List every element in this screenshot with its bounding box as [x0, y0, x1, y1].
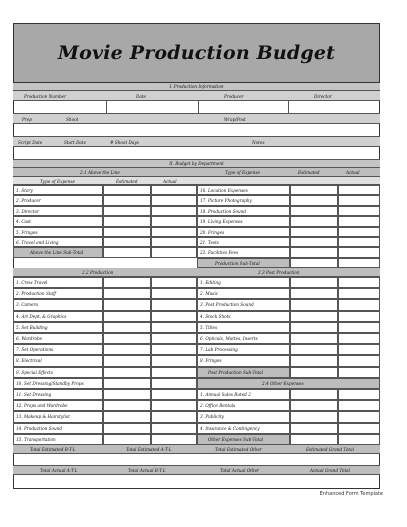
production-expense-actual-input[interactable] [338, 247, 380, 257]
production-expense-estimated-input[interactable] [290, 206, 338, 216]
post-production-item-actual-input[interactable] [338, 288, 380, 299]
above-line-actual-input[interactable] [151, 206, 197, 216]
est-grand-total: Estimated Grand Total [306, 447, 354, 452]
production-item-label: 8. Electrical [16, 358, 42, 364]
production-expense-item-label: 17. Picture Photography [200, 198, 252, 204]
above-line-item-label: 5. Fringes [16, 229, 38, 235]
total-est-atl: Total Estimated A-T-L [126, 447, 172, 452]
above-line-actual-input[interactable] [151, 227, 197, 237]
production-estimated-input[interactable] [103, 367, 151, 378]
post-production-item-actual-input[interactable] [338, 322, 380, 333]
production-expense-estimated-input[interactable] [290, 237, 338, 247]
above-line-estimated-input[interactable] [103, 195, 151, 205]
prep-label: Prep [22, 117, 32, 122]
production-subtotal-actual[interactable] [338, 258, 380, 268]
section-production-info-label: I. Production Information [169, 84, 224, 89]
production-actual-input[interactable] [151, 344, 197, 355]
production-expense-actual-input[interactable] [338, 206, 380, 216]
production-actual-input[interactable] [151, 367, 197, 378]
production-actual-input[interactable] [151, 322, 197, 333]
post-production-item-label: 6. Opticals, Mattes, Inserts [200, 336, 258, 341]
info-row-2-input[interactable] [13, 124, 380, 137]
post-production-item-actual-input[interactable] [338, 344, 380, 355]
production-estimated-input[interactable] [103, 378, 151, 389]
production-item-label: 6. Wardrobe [16, 336, 43, 341]
other-expense-item-label: 4. Insurance & Contingency [200, 425, 260, 431]
post-production-item-label: 2. Music [200, 291, 219, 297]
post-col-type: Type of Expense [225, 170, 260, 175]
post-production-item-label: 8. Fringes [200, 358, 222, 364]
total-act-atl: Total Actual A-T-L [40, 468, 78, 473]
production-estimated-input[interactable] [103, 434, 151, 445]
start-date-label: Start Date [64, 140, 87, 145]
total-est-btl: Total Estimated B-T-L [30, 447, 76, 452]
post-production-subtotal-label: Post Production Sub-Total [208, 369, 263, 375]
production-estimated-input[interactable] [103, 344, 151, 355]
section-budget-header [13, 160, 380, 168]
totals-actual-input[interactable] [13, 475, 380, 489]
other-expense-item-label: 3. Publicity [200, 414, 224, 420]
shoot-days-label: # Shoot Days [110, 140, 139, 145]
production-estimated-input[interactable] [103, 277, 151, 288]
production-expense-estimated-input[interactable] [290, 185, 338, 195]
other-expense-item-estimated-input[interactable] [290, 411, 338, 422]
production-expense-item-label: 18. Production Sound [200, 208, 247, 214]
production-expense-item-label: 19. Living Expenses [200, 219, 243, 225]
post-production-item-label: 7. Lab Processing [200, 347, 238, 353]
post-production-item-estimated-input[interactable] [290, 344, 338, 355]
section-budget-label: II. Budget by Department [169, 161, 224, 166]
above-line-estimated-input[interactable] [103, 206, 151, 216]
post-col-estimated: Estimated [298, 170, 320, 175]
production-actual-input[interactable] [151, 400, 197, 411]
production-item-label: 14. Production Sound [16, 425, 63, 431]
script-date-label: Script Date [18, 140, 43, 145]
post-production-item-actual-input[interactable] [338, 277, 380, 288]
production-actual-input[interactable] [151, 378, 197, 389]
production-title: 2.2 Production [82, 270, 114, 275]
production-expense-actual-input[interactable] [338, 195, 380, 205]
above-line-item-label: 3. Director [16, 208, 40, 214]
post-col-actual: Actual [346, 170, 360, 175]
production-expense-actual-input[interactable] [338, 185, 380, 195]
above-line-item-label: 6. Travel and Living [16, 240, 59, 245]
post-production-item-actual-input[interactable] [338, 311, 380, 322]
other-expenses-title-label: 2.4 Other Expenses [262, 380, 304, 386]
other-expense-item-estimated-input[interactable] [290, 400, 338, 411]
production-estimated-input[interactable] [103, 299, 151, 310]
above-line-actual-input[interactable] [151, 195, 197, 205]
other-expense-item-estimated-input[interactable] [290, 423, 338, 434]
above-col-type: Type of Expense [40, 179, 75, 184]
production-actual-input[interactable] [151, 411, 197, 422]
production-expense-item-label: 21. Tests [200, 240, 219, 245]
divider [198, 101, 199, 114]
production-actual-input[interactable] [151, 434, 197, 445]
production-estimated-input[interactable] [103, 333, 151, 344]
above-line-item-label: 1. Story [16, 188, 33, 193]
other-expense-item-actual-input[interactable] [338, 400, 380, 411]
post-production-item-estimated-input[interactable] [290, 299, 338, 310]
production-actual-input[interactable] [151, 389, 197, 400]
production-item-label: 9. Special Effects [16, 369, 53, 375]
notes-label: Notes [252, 140, 265, 145]
production-actual-input[interactable] [151, 299, 197, 310]
production-item-label: 2. Production Staff [16, 291, 56, 297]
other-expense-item-estimated-input[interactable] [290, 389, 338, 400]
post-production-item-actual-input[interactable] [338, 355, 380, 366]
post-production-title: 2.3 Post Production [258, 270, 300, 275]
production-estimated-input[interactable] [103, 355, 151, 366]
above-line-subtotal-actual[interactable] [151, 247, 197, 257]
above-line-item-label: 4. Cast [16, 219, 31, 225]
production-item-label: 15. Transportation [16, 436, 56, 442]
producer-label: Producer [224, 94, 244, 99]
above-line-estimated-input[interactable] [103, 216, 151, 226]
production-number-label: Production Number [24, 94, 67, 99]
other-expense-item-actual-input[interactable] [338, 411, 380, 422]
total-act-btl: Total Actual B-T-L [128, 468, 166, 473]
production-item-label: 12. Props and Wardrobe [16, 403, 68, 409]
footer-brand: Enhanced Form Template [319, 491, 383, 497]
production-actual-input[interactable] [151, 355, 197, 366]
divider [288, 101, 289, 114]
above-line-subtotal-estimated[interactable] [103, 247, 151, 257]
production-expense-actual-input[interactable] [338, 216, 380, 226]
total-act-other: Total Actual Other [220, 468, 260, 473]
other-expense-item-label: 1. Annual Sales Rated 2 [200, 392, 251, 397]
post-production-item-estimated-input[interactable] [290, 333, 338, 344]
above-line-actual-input[interactable] [151, 216, 197, 226]
production-subtotal-label: Production Sub-Total [215, 260, 260, 266]
form-title: Movie Production Budget [57, 42, 336, 64]
production-item-label: 7. Set Operations [16, 347, 54, 353]
other-expenses-subtotal-label: Other Expenses Sub-Total [208, 436, 264, 442]
production-estimated-input[interactable] [103, 288, 151, 299]
post-production-subtotal-estimated-input[interactable] [290, 367, 338, 378]
production-estimated-input[interactable] [103, 423, 151, 434]
other-expenses-subtotal-estimated-input[interactable] [290, 434, 338, 445]
totals-estimated-input[interactable] [13, 454, 380, 466]
divider [106, 101, 107, 114]
post-production-item-label: 5. Titles [200, 324, 218, 330]
production-expense-actual-input[interactable] [338, 237, 380, 247]
production-estimated-input[interactable] [103, 389, 151, 400]
above-line-title-row [13, 168, 380, 177]
other-expense-item-actual-input[interactable] [338, 423, 380, 434]
production-expense-estimated-input[interactable] [290, 247, 338, 257]
above-line-actual-input[interactable] [151, 185, 197, 195]
production-expense-estimated-input[interactable] [290, 216, 338, 226]
production-actual-input[interactable] [151, 423, 197, 434]
info-row-1-input[interactable] [13, 101, 380, 114]
post-production-subtotal-actual-input[interactable] [338, 367, 380, 378]
above-line-estimated-input[interactable] [103, 227, 151, 237]
production-estimated-input[interactable] [103, 400, 151, 411]
production-item-label: 1. Crew Travel [16, 280, 48, 285]
production-item-label: 10. Set Dressing/Standby Props [16, 380, 84, 386]
production-estimated-input[interactable] [103, 311, 151, 322]
post-production-item-estimated-input[interactable] [290, 277, 338, 288]
production-item-label: 11. Set Dressing [16, 392, 52, 397]
other-expense-item-actual-input[interactable] [338, 389, 380, 400]
production-actual-input[interactable] [151, 333, 197, 344]
post-production-item-estimated-input[interactable] [290, 355, 338, 366]
production-expense-item-label: 22. Facilities Fees [200, 250, 239, 256]
above-line-estimated-input[interactable] [103, 237, 151, 247]
total-est-other: Total Estimated Other [215, 447, 262, 452]
post-production-item-actual-input[interactable] [338, 299, 380, 310]
above-line-item-label: 2. Producer [16, 198, 41, 204]
director-label: Director [314, 94, 332, 99]
info-row-3-input[interactable] [13, 147, 380, 160]
post-production-item-estimated-input[interactable] [290, 322, 338, 333]
post-production-item-estimated-input[interactable] [290, 288, 338, 299]
above-col-actual: Actual [163, 179, 177, 184]
production-actual-input[interactable] [151, 277, 197, 288]
production-expense-actual-input[interactable] [338, 227, 380, 237]
wrap-label: Wrap/Post [224, 117, 246, 122]
date-label: Date [136, 94, 147, 99]
above-line-estimated-input[interactable] [103, 185, 151, 195]
production-estimated-input[interactable] [103, 322, 151, 333]
act-grand-total: Actual Grand Total [310, 468, 350, 473]
production-expense-item-label: 20. Fringes [200, 229, 225, 235]
production-actual-input[interactable] [151, 288, 197, 299]
production-item-label: 13. Makeup & Hairstylist [16, 414, 70, 420]
post-production-item-label: 4. Stock Shots [200, 313, 231, 319]
production-subtotal-estimated[interactable] [290, 258, 338, 268]
production-estimated-input[interactable] [103, 411, 151, 422]
post-production-item-actual-input[interactable] [338, 333, 380, 344]
production-expense-item-label: 16. Location Expenses [200, 188, 248, 193]
other-expense-item-label: 2. Office Rentals [200, 403, 236, 409]
post-production-item-label: 3. Post Production Sound [200, 302, 254, 308]
production-expense-estimated-input[interactable] [290, 227, 338, 237]
above-line-actual-input[interactable] [151, 237, 197, 247]
production-item-label: 4. Art Dept. & Graphics [16, 313, 67, 319]
section-production-info-header [13, 83, 380, 91]
production-title-row [13, 268, 380, 277]
post-production-item-label: 1. Editing [200, 280, 221, 285]
above-line-title: 2.1 Above the Line [80, 170, 120, 175]
above-col-estimated: Estimated [116, 179, 138, 184]
production-item-label: 5. Set Building [16, 324, 48, 330]
post-production-item-estimated-input[interactable] [290, 311, 338, 322]
production-item-label: 3. Camera [16, 302, 38, 308]
above-line-subtotal-label: Above the Line Sub-Total [30, 250, 84, 256]
other-expenses-subtotal-actual-input[interactable] [338, 434, 380, 445]
production-expense-estimated-input[interactable] [290, 195, 338, 205]
production-actual-input[interactable] [151, 311, 197, 322]
shoot-label: Shoot [66, 117, 79, 122]
